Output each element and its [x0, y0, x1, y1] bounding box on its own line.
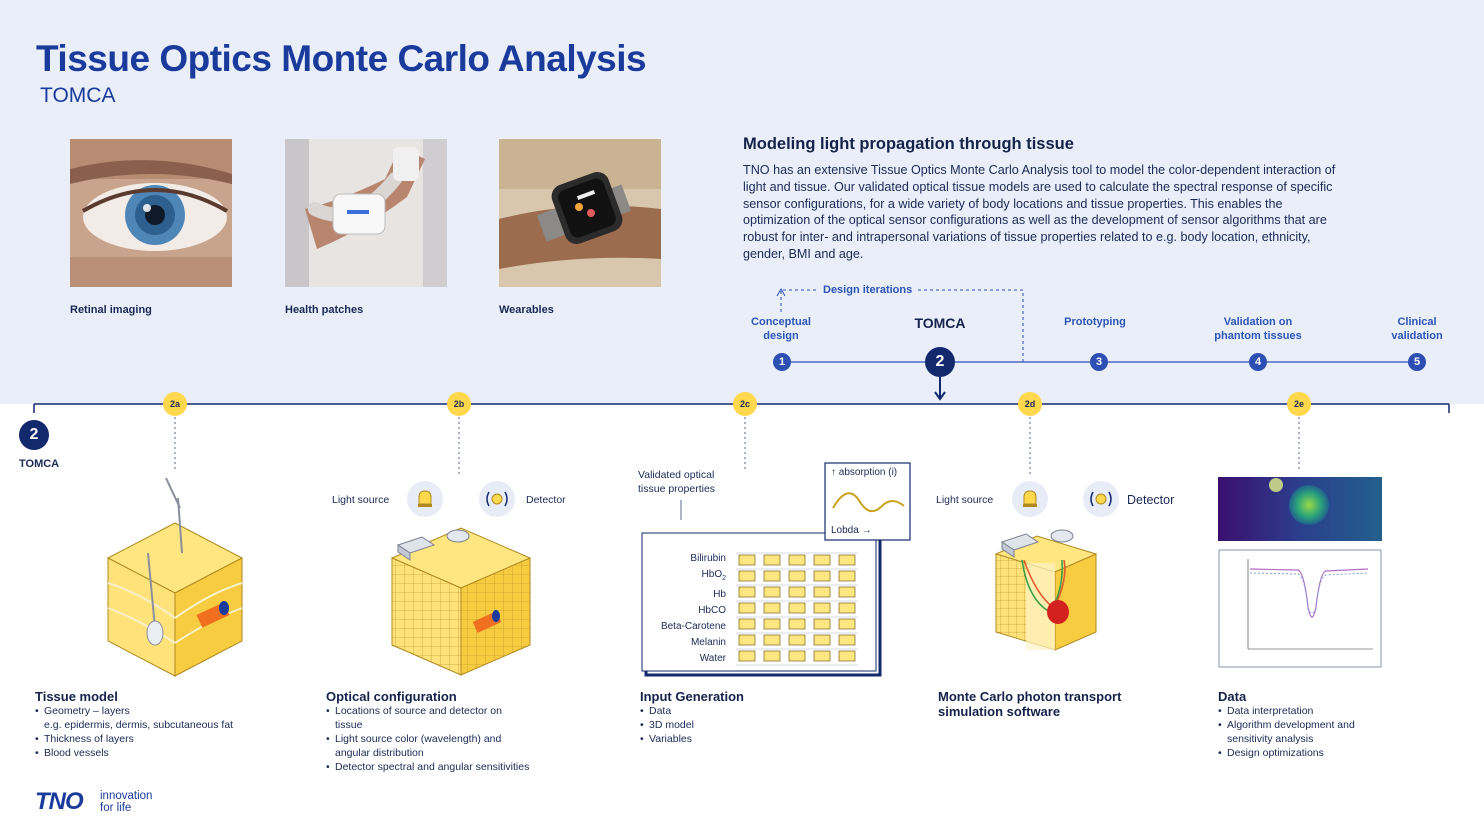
step-5-label: Clinical validation [1391, 316, 1443, 342]
tissue-model-heading: Tissue model [35, 689, 118, 704]
input-generation-heading: Input Generation [640, 689, 744, 704]
step-3-dot: 3 [1090, 353, 1108, 371]
chromophore-list [646, 551, 726, 667]
optical-item: angular distribution [335, 747, 424, 759]
page-title: Tissue Optics Monte Carlo Analysis [36, 38, 647, 79]
detector-icon [478, 480, 516, 518]
data-item: sensitivity analysis [1227, 733, 1314, 745]
chromophore-water: Water [699, 653, 726, 664]
health-patches-caption: Health patches [285, 304, 364, 316]
design-iterations-label: Design iterations [823, 284, 913, 296]
chromophore-melanin: Melanin [690, 637, 726, 648]
data-list [1218, 704, 1418, 760]
tissue-item: • Geometry – layers [35, 704, 275, 718]
mc-detector-icon [1082, 480, 1120, 518]
input-list [640, 704, 790, 746]
data-item: • Data interpretation [1218, 704, 1418, 718]
absorption-label: ↑ absorption (i) [831, 467, 898, 478]
step-4-dot: 4 [1249, 353, 1267, 371]
tissue-item: • Thickness of layers [35, 732, 275, 746]
optical-item: • Light source color (wavelength) and [326, 732, 566, 746]
lambda-label: Lobda → [831, 525, 872, 536]
data-heading: Data [1218, 689, 1247, 704]
intro-heading: Modeling light propagation through tissue [743, 135, 1074, 153]
intro-paragraph: TNO has an extensive Tissue Optics Monte Carlo Analysis tool to model the color-dependent interaction of light and tissue. Our validated optical tissue models are used to calculate the spectral response of specific sensor configurations, for a wide variety of body locations and tissue properties. This enables the optimization of the optical sensor configurations as well as the development of sensor algorithms that are robust for inter- and intrapersonal variations of tissue properties related to e.g. body location, ethnicity, gender, BMI and age. [743, 163, 1336, 261]
smartwatch-icon [499, 139, 661, 287]
input-item: • Data [640, 704, 790, 718]
process-lines [740, 280, 1440, 405]
step-2-label: TOMCA [914, 315, 966, 331]
mc-light-bulb-icon [1011, 480, 1049, 518]
chromophore-hb: Hb [713, 589, 726, 600]
sub-step-2e: 2e [1287, 392, 1311, 416]
tissue-item: e.g. epidermis, dermis, subcutaneous fat [44, 719, 234, 731]
optical-list [326, 704, 566, 774]
wearables-photo [499, 139, 661, 287]
sub-step-2d: 2d [1018, 392, 1042, 416]
timeline-marker-label: TOMCA [19, 458, 60, 470]
step-2-dot: 2 [925, 347, 955, 377]
tno-tagline: innovation for life [100, 790, 153, 814]
timeline-marker: 2 [19, 420, 49, 450]
chromophore-beta-carotene: Beta-Carotene [660, 621, 726, 632]
step-1-dot: 1 [773, 353, 791, 371]
retinal-imaging-photo [70, 139, 232, 287]
data-results-illustration [1218, 477, 1383, 669]
tissue-item: • Blood vessels [35, 746, 275, 760]
step-3-label: Prototyping [1064, 316, 1126, 328]
sub-step-2c: 2c [733, 392, 757, 416]
sub-step-2a: 2a [163, 392, 187, 416]
chromophore-bilirubin: Bilirubin [690, 553, 726, 564]
step-1-label: Conceptual design [751, 316, 811, 342]
tissue-model-list [35, 704, 275, 760]
health-patch-photo [285, 139, 447, 287]
monte-carlo-heading: Monte Carlo photon transport simulation software [938, 689, 1122, 719]
light-source-label: Light source [332, 494, 390, 506]
eye-icon [70, 139, 232, 287]
patch-icon [285, 139, 447, 287]
light-bulb-icon [406, 480, 444, 518]
page-subtitle: TOMCA [40, 84, 116, 107]
tno-logo: TNO [35, 788, 83, 815]
input-item: • Variables [640, 732, 790, 746]
step-5-dot: 5 [1408, 353, 1426, 371]
mc-light-source-label: Light source [936, 494, 994, 506]
tissue-cube-illustration [100, 478, 250, 683]
optical-item: tissue [335, 719, 363, 731]
input-item: • 3D model [640, 718, 790, 732]
chromophore-hbco: HbCO [698, 605, 726, 616]
mc-detector-label: Detector [1127, 493, 1175, 507]
retinal-imaging-caption: Retinal imaging [70, 304, 152, 316]
data-item: • Design optimizations [1218, 746, 1418, 760]
data-item: • Algorithm development and [1218, 718, 1418, 732]
validated-properties-label: Validated optical tissue properties [638, 469, 716, 495]
optical-item: • Detector spectral and angular sensitivities [326, 760, 566, 774]
optical-grid-cube [386, 520, 536, 680]
monte-carlo-cube [992, 520, 1102, 680]
wearables-caption: Wearables [499, 304, 554, 316]
detector-label: Detector [526, 494, 566, 506]
optical-configuration-heading: Optical configuration [326, 689, 457, 704]
optical-item: • Locations of source and detector on [326, 704, 566, 718]
chromophore-hbo2: HbO$_2$ [701, 569, 726, 582]
sub-step-2b: 2b [447, 392, 471, 416]
step-4-label: Validation on phantom tissues [1214, 316, 1302, 342]
